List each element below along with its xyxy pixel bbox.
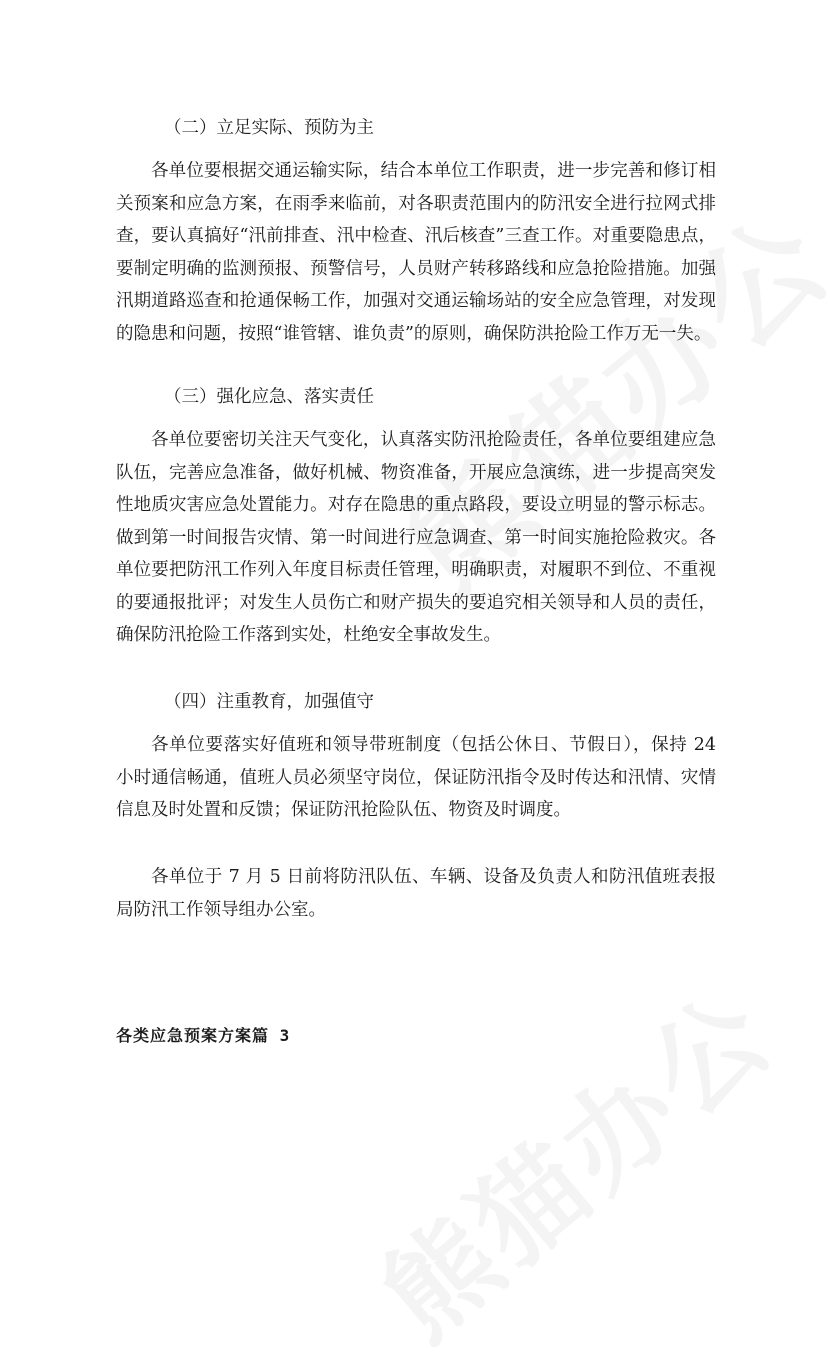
next-section-title: 各类应急预案方案篇 3: [116, 1026, 291, 1045]
section-heading-2: （二）立足实际、预防为主: [164, 118, 374, 138]
section-paragraph-3: [116, 424, 716, 652]
paragraph-text: 各单位要根据交通运输实际，结合本单位工作职责，进一步完善和修订相关预案和应急方案，在雨季来临前，对各职责范围内的防汛安全进行拉网式排查，要认真搞好“汛前排查、汛中检查、汛后核查”三查工作。对重要隐患点，要制定明确的监测预报、预警信号，人员财产转移路线和应急抢险措施。加强汛期道路巡查和抢通保畅工作，加强对交通运输场站的安全应急管理，对发现的隐患和问题，按照“谁管辖、谁负责”的原则，确保防洪抢险工作万无一失。: [116, 161, 716, 344]
paragraph-text: 各单位要密切关注天气变化，认真落实防汛抢险责任，各单位要组建应急队伍，完善应急准备，做好机械、物资准备，开展应急演练，进一步提高突发性地质灾害应急处置能力。对存在隐患的重点路段，要设立明显的警示标志。做到第一时间报告灾情、第一时间进行应急调查、第一时间实施抢险救灾。各单位要把防汛工作列入年度目标责任管理，明确职责，对履职不到位、不重视的要通报批评；对发生人员伤亡和财产损失的要追究相关领导和人员的责任，确保防汛抢险工作落到实处，杜绝安全事故发生。: [116, 430, 716, 645]
paragraph-text: 各单位于 7 月 5 日前将防汛队伍、车辆、设备及负责人和防汛值班表报局防汛工作领导组办公室。: [116, 867, 716, 920]
section-paragraph-2: [116, 155, 716, 350]
section-heading-3: （三）强化应急、落实责任: [164, 387, 374, 407]
section-paragraph-4: [116, 729, 716, 827]
section-heading-4: （四）注重教育，加强值守: [164, 692, 374, 712]
paragraph-text: 各单位要落实好值班和领导带班制度（包括公休日、节假日），保持 24 小时通信畅通，值班人员必须坚守岗位，保证防汛指令及时传达和汛情、灾情信息及时处置和反馈；保证防汛抢险队伍、物资及时调度。: [116, 735, 716, 820]
watermark: [343, 949, 800, 1368]
closing-paragraph: [116, 861, 716, 926]
